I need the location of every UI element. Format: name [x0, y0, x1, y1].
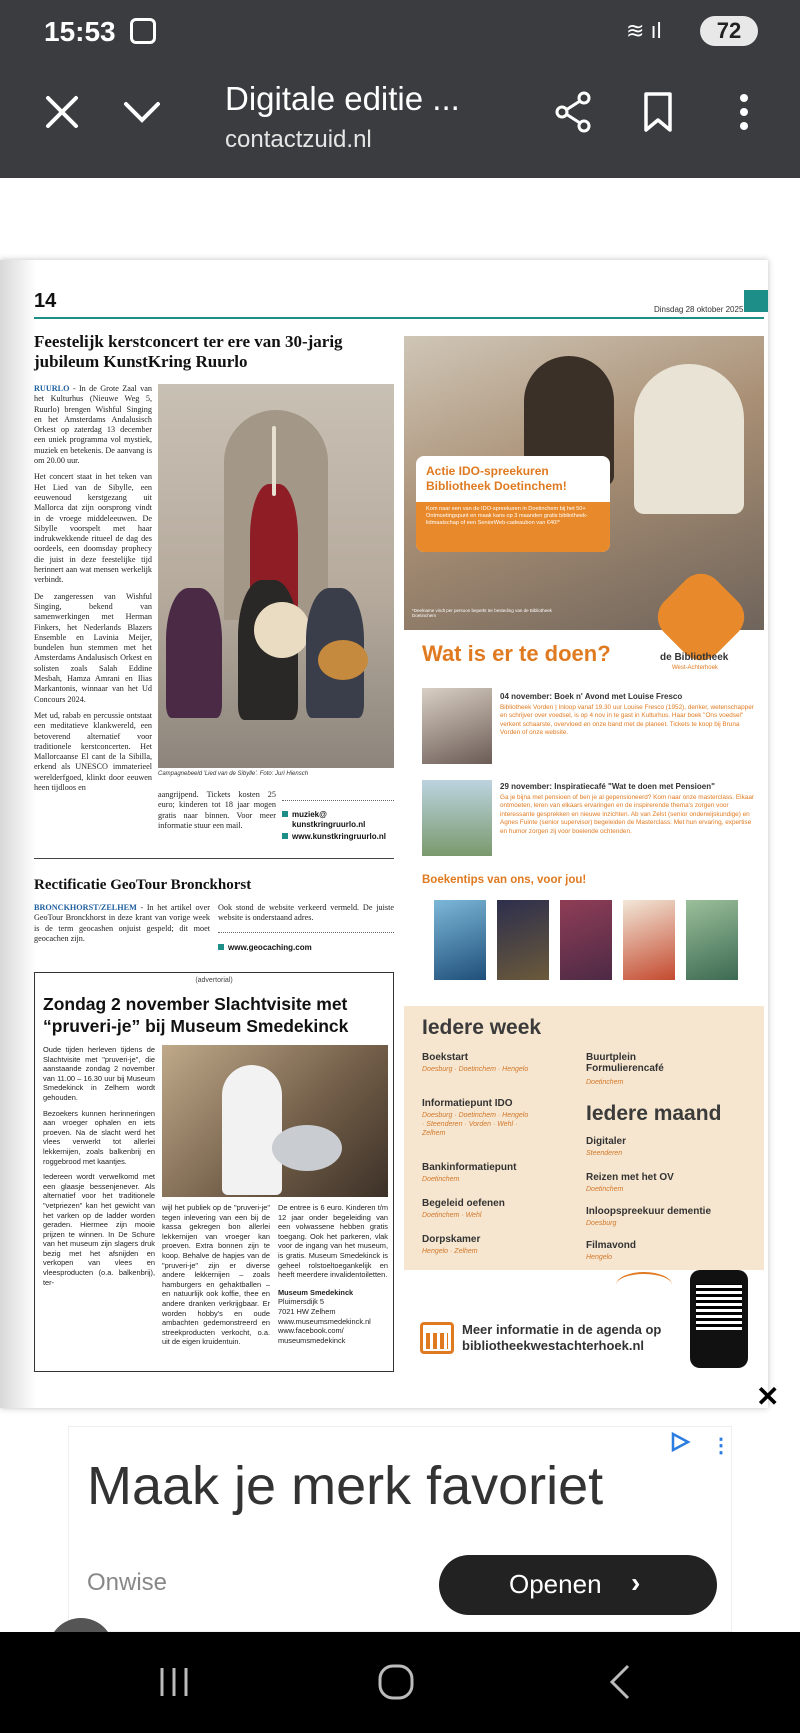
- event-text: Bibliotheek Vorden | Inloop vanaf 19.30 uur Louise Fresco (1952), denker, wetenschapper en schrijver over voedsel, is op 4 nov in te gast in Kulturhus. Haar boek "Ons voedsel" verkent schaarste, overvloed en onze band met de planeet. Tickets te koop bij Bruna Vorden of onze website.: [500, 704, 754, 737]
- butcher-photo: [162, 1045, 388, 1197]
- book-tips-title: Boekentips van ons, voor jou!: [422, 874, 587, 886]
- advertorial-col2: wijl het publiek op de "pruveri-je" tegen inlevering van een bij de kassa gekregen bon allerlei lekkernijen van vroeger kan proeven. Extra bonnen zijn te koop. Behalve de hapjes van de "pruveri-je" zijn er diverse andere lekkernijen – zoals hamburgers en gehaktballen – en natuurlijk ook koffie, thee en andere dranken verkrijgbaar. Er worden hobby's en oude ambachten gedemonstreerd en streekproducten verkocht, o.a. uit de eigen kruidentuin.: [162, 1203, 270, 1347]
- slicer-machine: [272, 1125, 342, 1171]
- advertorial-title: Zondag 2 november Slachtvisite met “pruveri-je” bij Museum Smedekinck: [43, 994, 349, 1036]
- ad-open-label: Openen: [509, 1569, 602, 1599]
- activity-name: Digitaler: [586, 1136, 627, 1147]
- article-title: Rectificatie GeoTour Bronckhorst: [34, 877, 252, 893]
- activity-name: Filmavond: [586, 1240, 637, 1251]
- browser-header: [0, 0, 800, 178]
- concert-photo: [158, 384, 394, 768]
- activity-places: Doetinchem: [586, 1186, 624, 1193]
- activity-places: Doetinchem: [586, 1079, 624, 1086]
- activity-name: Bankinformatiepunt: [422, 1162, 517, 1173]
- activity-places: Hengelo · Zelhem: [422, 1248, 478, 1255]
- chevron-down-icon[interactable]: [120, 90, 164, 134]
- divider: [218, 932, 394, 933]
- page-number: 14: [34, 290, 57, 312]
- website-link[interactable]: www.kunstkringruurlo.nl: [282, 832, 386, 841]
- qr-phone-icon: [690, 1270, 748, 1368]
- book-cover[interactable]: [497, 900, 549, 980]
- activity-places: Doetinchem: [422, 1176, 460, 1183]
- wifi-signal-icon: ≋ ıl: [626, 18, 662, 43]
- promo-title: Actie IDO-spreekuren Bibliotheek Doetinchem!: [426, 464, 567, 493]
- activity-name: Inloopspreekuur dementie: [586, 1206, 712, 1217]
- home-icon[interactable]: [372, 1658, 420, 1706]
- page-date: Dinsdag 28 oktober 2025: [654, 305, 744, 314]
- battery-indicator: 72: [700, 16, 758, 46]
- page-title: Digitale editie ...: [225, 80, 460, 117]
- week-heading: Iedere week: [422, 1016, 542, 1039]
- book-cover[interactable]: [560, 900, 612, 980]
- website-link[interactable]: www.geocaching.com: [218, 943, 312, 952]
- newspaper-logo-icon: [744, 290, 768, 312]
- newspaper-page[interactable]: [0, 260, 768, 1408]
- arrow-decoration: [616, 1272, 672, 1298]
- activity-name: Buurtplein Formulierencafé: [586, 1052, 664, 1074]
- system-nav-bar: [0, 1632, 800, 1733]
- photo-caption: Campagnebeeld 'Lied van de Sibylle'. Foto: Juri Hiensch: [158, 771, 309, 777]
- recent-apps-icon[interactable]: [150, 1658, 198, 1706]
- library-brand: de Bibliotheek: [660, 652, 729, 663]
- activity-places: Hengelo: [586, 1254, 613, 1261]
- event-photo: [422, 780, 492, 856]
- ad-menu-icon[interactable]: ⋮: [711, 1435, 731, 1457]
- library-promo-box: [416, 456, 610, 552]
- advertorial-col1: Oude tijden herleven tijdens de Slachtvisite met "pruveri-je", die aanstaande zondag 2 november van 11.00 – 16.30 uur bij Museum Smedekinck in Zelhem wordt gehouden. Bezoekers kunnen herinneringen aan vroeger ophalen en iets proeven. Na de slacht werd het vlees verwerkt tot allerlei lekkernijen, zoals balkenbrij en roggebrood met kaantjes. Iedereen wordt verwelkomd met een glaasje bessenjenever. Als alternatief voor het traditionele "vetpriezen" kan het gewicht van het varken op de ladder worden geraden. Hiermee zijn mooie prijzen te winnen. In De Schure van het museum zijn slagers druk bezig met het afsnijden en verkopen van vlees en vleesproducten (o.a. balkenbrij), ter-: [43, 1045, 155, 1287]
- sword-figure: [272, 426, 276, 496]
- article-body-col1: RUURLO - In de Grote Zaal van het Kulturhus (Nieuwe Weg 5, Ruurlo) brengen Wishful Singing en het Amsterdams Andalusisch Orkest op zaterdag 13 december een uniek programma vol mystiek, muziek en betekenis. De aanvang is om 20.00 uur. Het concert staat in het teken van Het Lied van de Sibylle, een eeuwenoud kerstgezang uit Mallorca dat zijn oorsprong vindt in de vroege middeleeuwen. De Sibylle voorspelt met haar indrukwekkende ritueel de dag des oordeels, een doomsday prophecy die juist in deze feestelijke tijd herinnert aan wat mensen werkelijk verbindt. De zangeressen van Wishful Singing, bekend van samenwerkingen met Herman Finkers, het Nederlands Blazers Ensemble en Lavinia Meijer, bundelen hun stemmen met het Amsterdams Andalusisch Orkest en solisten zoals Salah Eddine Mesbah, Hamza Amrani en Ilias Markantonis, winnaar van het Ud Concours 2024. Met ud, rabab en percussie ontstaat een meditatieve klankwereld, een betoverend alternatief voor traditionele kerstconcerten. Het Mallorcaanse El cant de la Sibilla, erkend als UNESCO immaterieel werelderfgoed, klinkt door eeuwen heen tijdloos en: [34, 384, 152, 792]
- activity-name: Dorpskamer: [422, 1234, 481, 1245]
- article-body-col2: Ook stond de website verkeerd vermeld. De juiste website is onderstaand adres.: [218, 903, 394, 923]
- activity-places: Doesburg: [586, 1220, 617, 1227]
- ad-banner[interactable]: [68, 1426, 732, 1632]
- activity-name: Begeleid oefenen: [422, 1198, 505, 1209]
- status-time: 15:53: [44, 16, 116, 47]
- activity-places: Steenderen: [586, 1150, 623, 1157]
- activity-places: Doesburg · Doetinchem · Hengelo: [422, 1066, 529, 1073]
- event-title: 29 november: Inspiratiecafé "Wat te doen met Pensioen": [500, 782, 715, 791]
- header-rule: [34, 317, 764, 319]
- book-cover[interactable]: [686, 900, 738, 980]
- qr-code-icon: [696, 1284, 742, 1330]
- screenshot-icon: [130, 18, 156, 44]
- lute-figure: [318, 640, 368, 680]
- section-title: Wat is er te doen?: [422, 641, 611, 666]
- divider: [282, 800, 394, 801]
- more-options-icon[interactable]: [722, 90, 766, 134]
- divider: [34, 858, 394, 859]
- activity-places: Doesburg · Doetinchem · Hengelo · Steenderen · Vorden · Wehl · Zelhem: [422, 1112, 529, 1137]
- advertorial-box: [34, 972, 394, 1372]
- event-title: 04 november: Boek n' Avond met Louise Fresco: [500, 692, 683, 701]
- agenda-link[interactable]: bibliotheekwestachterhoek.nl: [462, 1338, 645, 1353]
- book-cover[interactable]: [623, 900, 675, 980]
- ad-headline: Maak je merk favoriet: [87, 1456, 604, 1516]
- agenda-text: Meer informatie in de agenda op bibliotheekwestachterhoek.nl: [462, 1322, 662, 1353]
- email-link-domain[interactable]: kunstkringruurlo.nl: [292, 820, 366, 829]
- article-body-col1: BRONCKHORST/ZELHEM - In het artikel over GeoTour Bronckhorst in deze krant van vorige week is de term geocashen onjuist gespeld; dit moet geocachen zijn.: [34, 903, 210, 943]
- close-icon[interactable]: [40, 90, 84, 134]
- activity-name: Informatiepunt IDO: [422, 1098, 513, 1109]
- ad-choices-icon[interactable]: [669, 1431, 691, 1453]
- share-icon[interactable]: [552, 90, 596, 134]
- ad-open-button[interactable]: [439, 1555, 717, 1615]
- back-icon[interactable]: [598, 1658, 646, 1706]
- chevron-right-icon: ›: [631, 1567, 641, 1598]
- butcher-figure: [222, 1065, 282, 1195]
- weekly-activities-box: [404, 1006, 764, 1270]
- calendar-icon: [420, 1322, 454, 1354]
- ad-brand: Onwise: [87, 1569, 168, 1596]
- activity-places: Doetinchem · Wehl: [422, 1212, 482, 1219]
- library-brand-sub: West-Achterhoek: [672, 665, 718, 671]
- article-dateline: RUURLO: [34, 384, 70, 393]
- email-link[interactable]: muziek@: [282, 810, 327, 819]
- volunteer-figure: [634, 364, 744, 514]
- event-photo: [422, 688, 492, 764]
- article-title: Feestelijk kerstconcert ter ere van 30-jarig jubileum KunstKring Ruurlo: [34, 332, 343, 371]
- book-cover[interactable]: [434, 900, 486, 980]
- ad-close-icon[interactable]: ✕: [756, 1381, 780, 1412]
- month-heading: Iedere maand: [586, 1102, 722, 1125]
- bookmark-icon[interactable]: [636, 90, 680, 134]
- promo-text: Kom naar een van de IDO-spreekuren in Doetinchem bij het 50+ Ontmoetingspunt en maak kans op 3 maanden gratis bibliotheek- lidmaatschap of een SeniorWeb-cadeaubon van €40!*: [426, 506, 588, 526]
- drum-figure: [254, 602, 310, 658]
- advertorial-col3: De entree is 6 euro. Kinderen t/m 12 jaar onder begeleiding van een volwassene hebben gratis toegang. Ook het parkeren, vlak voor de ingang van het museum, is gratis. Museum Smedekinck is geheel rolstoeltoegankelijk en heeft meerdere invalidentoiletten. Museum Smedekinck Pluimersdijk 5 7021 HW Zelhem www.museumsmedekinck.nl www.facebook.com/ museumsmedekinck: [278, 1203, 388, 1345]
- event-text: Ga je bijna met pensioen of ben je al gepensioneerd? Kom naar onze masterclass. Elkaar ontmoeten, leren van elkaars ervaringen en de inspirerende thema's zorgen voor interessante gesprekken en nieuwe inzichten. Ab van Zelst (senior onderwijskundige) en Agnes Fuinte (senior supervisor) begeleiden de Masterclass. Met hun ervaring, expertise en humor zorgen zij voor boeiende ochtenden.: [500, 794, 754, 835]
- page-fold-shadow: [0, 260, 36, 1408]
- promo-footnote: *Deelname vindt per persoon beperkt ter besteding van de Bibliotheek Doetinchem: [412, 608, 552, 618]
- activity-name: Reizen met het OV: [586, 1172, 674, 1183]
- advertorial-tag: (advertorial): [195, 977, 233, 984]
- musician-figure: [166, 588, 222, 718]
- status-bar: [0, 12, 800, 52]
- activity-name: Boekstart: [422, 1052, 469, 1063]
- page-domain: contactzuid.nl: [225, 126, 372, 153]
- article-body-col2: aangrijpend. Tickets kosten 25 euro; kinderen tot 18 jaar mogen gratis naar binnen. Voor meer informatie stuur een mail.: [158, 790, 276, 830]
